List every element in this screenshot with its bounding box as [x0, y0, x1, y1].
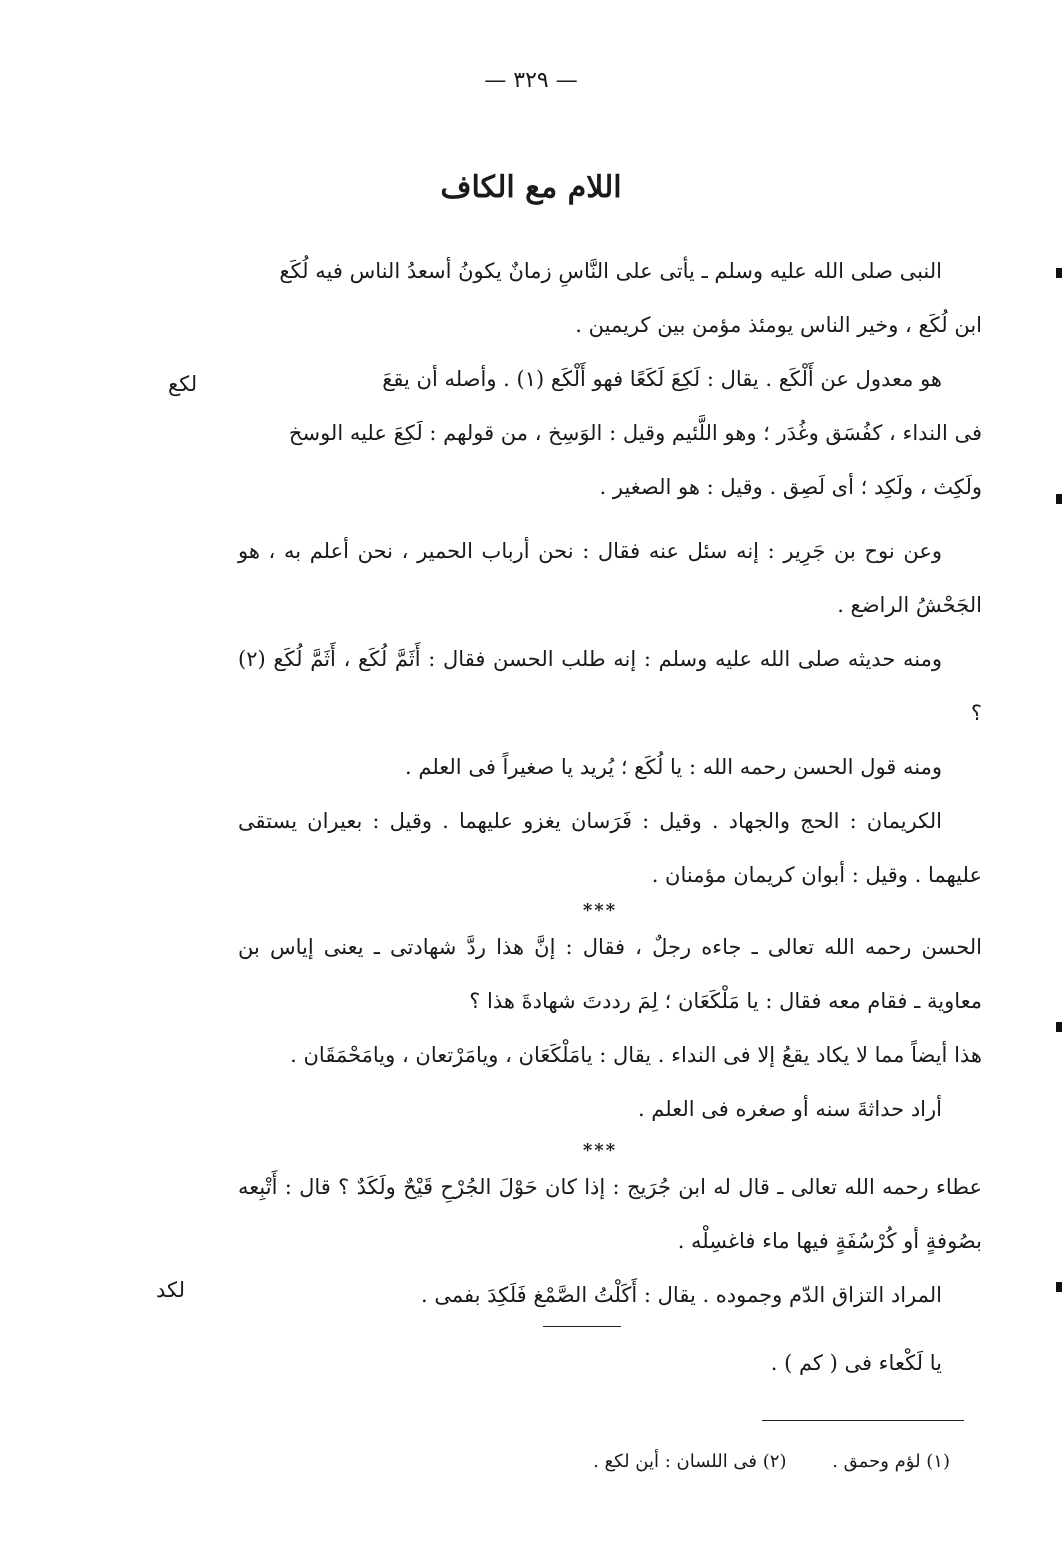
- text-line: النبى صلى الله عليه وسلم ـ يأتى على النَّاسِ زمانٌ يكونُ أسعدُ الناس فيه لُكَع: [279, 259, 942, 283]
- text-line: ابن لُكَع ، وخير الناس يومئذ مؤمن بين كريمين .: [575, 313, 982, 337]
- edge-mark: [1056, 1282, 1062, 1292]
- paragraph: ومنه قول الحسن رحمه الله : يا لُكَع ؛ يُريد يا صغيراً فى العلم .: [405, 755, 942, 779]
- separator-stars: ***: [582, 1140, 618, 1161]
- footnote-1: (١) لؤم وحمق .: [832, 1451, 950, 1472]
- text-line: ولَكِث ، ولَكِد ؛ أى لَصِق . وقيل : هو الصغير .: [599, 475, 982, 499]
- edge-mark: [1056, 1022, 1062, 1032]
- footnote-rule: [762, 1420, 964, 1421]
- edge-mark: [1056, 268, 1062, 278]
- margin-headword-lak: لكع: [168, 372, 198, 396]
- text-line: هو معدول عن أَلْكَع . يقال : لَكِعَ لَكَعًا فهو أَلْكَع (١) . وأصله أن يقعَ: [382, 367, 942, 391]
- section-title: اللام مع الكاف: [440, 170, 622, 205]
- text-line: فى النداء ، كفُسَق وغُدَر ؛ وهو اللَّئيم وقيل : الوَسِخ ، من قولهم : لَكِعَ عليه الوسخ: [288, 421, 982, 445]
- paragraph: أراد حداثةَ سنه أو صغره فى العلم .: [637, 1097, 942, 1121]
- paragraph: المراد التزاق الدّم وجموده . يقال : أَكَلْتُ الصَّمْغ فَلَكِدَ بفمى .: [420, 1283, 942, 1307]
- page-number: — ٣٢٩ —: [484, 68, 578, 93]
- paragraph: الكريمان : الحج والجهاد . وقيل : فَرَسان يغزو عليهما . وقيل : بعيران يستقى عليهما . وقيل : أبوان كريمان مؤمنان .: [238, 809, 982, 887]
- footnotes: [450, 1448, 950, 1476]
- paragraph: وعن نوح بن جَرِير : إنه سئل عنه فقال : نحن أرباب الحمير ، نحن أعلم به ، هو الجَحْشُ الراضع .: [238, 539, 982, 617]
- entry-lak-commentary: [238, 524, 982, 902]
- cross-reference: [238, 1336, 982, 1390]
- entry-lak-hadith: [238, 244, 982, 514]
- paragraph: هذا أيضاً مما لا يكاد يقعُ إلا فى النداء . يقال : يامَلْكَعَان ، ويامَرْتعان ، ويامَحْمَقَان .: [290, 1043, 982, 1067]
- short-divider: [543, 1326, 621, 1327]
- paragraph: الحسن رحمه الله تعالى ـ جاءه رجلٌ ، فقال : إنَّ هذا ردَّ شهادتى ـ يعنى إياس بن معاوية ـ فقام معه فقال : يا مَلْكَعَان ؛ لِمَ رددتَ شهادةَ هذا ؟: [238, 935, 982, 1013]
- entry-hasan: [238, 920, 982, 1136]
- paragraph: عطاء رحمه الله تعالى ـ قال له ابن جُرَيج : إذا كان حَوْلَ الجُرْحِ قَيْحٌ ولَكَدٌ ؟ قال : أَتْبِعه بصُوفةٍ أو كُرْسُفَةٍ فيها ماء فاغسِلْه .: [238, 1175, 982, 1253]
- edge-mark: [1056, 494, 1062, 504]
- margin-headword-lakd: لكد: [156, 1278, 186, 1302]
- entry-ata: [238, 1160, 982, 1322]
- paragraph: ومنه حديثه صلى الله عليه وسلم : إنه طلب الحسن فقال : أَثَمَّ لُكَع ، أَثَمَّ لُكَع (٢) ؟: [238, 647, 982, 725]
- paragraph: يا لَكْعاء فى ( كم ) .: [770, 1351, 942, 1375]
- footnote-2: (٢) فى اللسان : أين لكع .: [593, 1451, 787, 1472]
- separator-stars: ***: [582, 900, 618, 921]
